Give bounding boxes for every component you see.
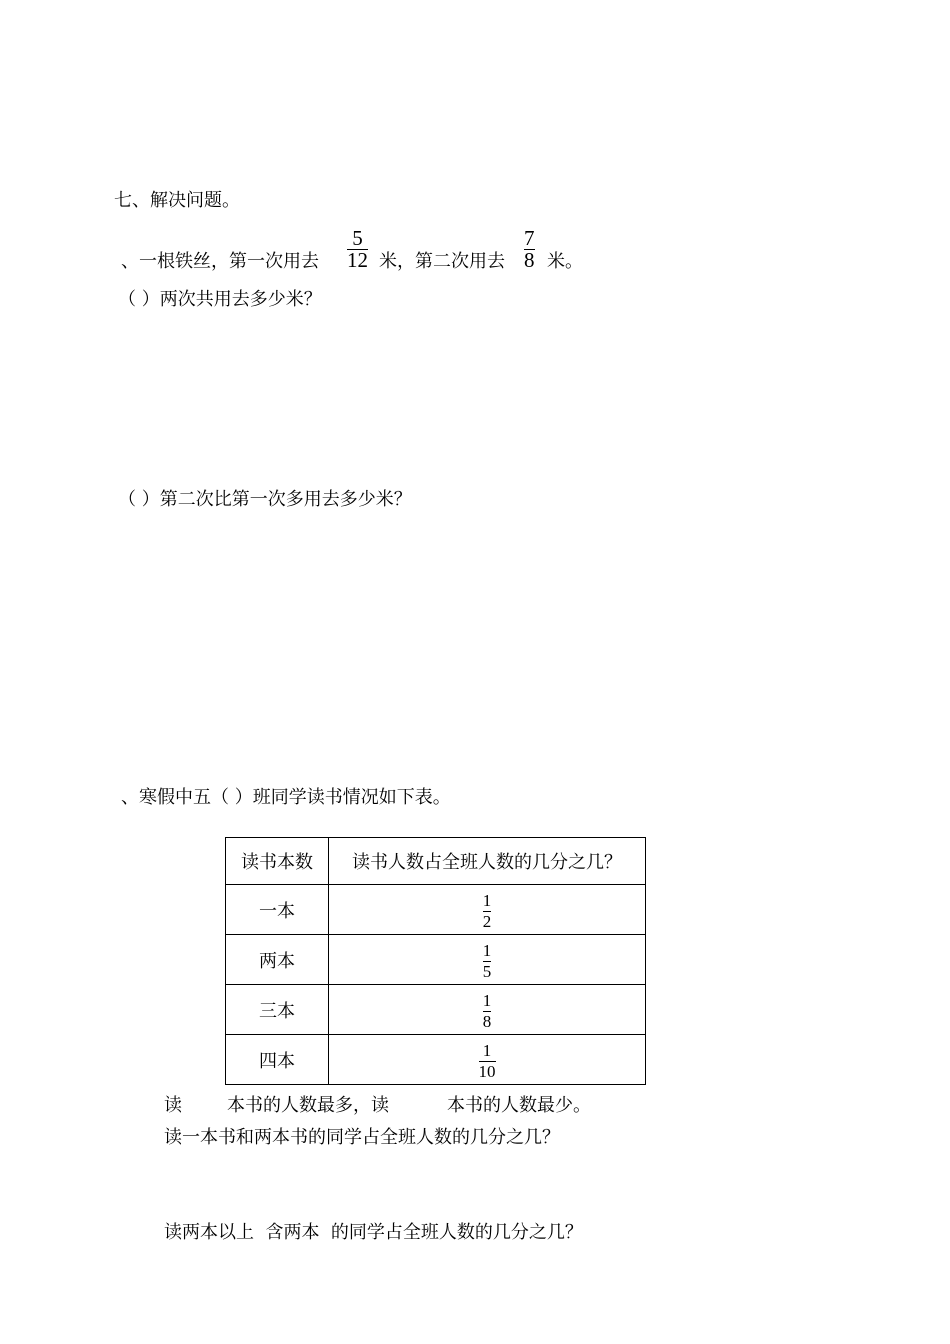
fraction-numerator: 1 — [482, 890, 492, 910]
table-row — [226, 1035, 646, 1085]
fraction — [483, 942, 492, 980]
books-cell: 一本 — [226, 885, 329, 935]
fraction-denominator: 8 — [524, 248, 535, 272]
line1-c: 本书的人数最少。 — [447, 1095, 591, 1116]
line3: 读两本以上 含两本 的同学占全班人数的几分之几？ — [164, 1222, 583, 1243]
header-fraction: 读书人数占全班人数的几分之几？ — [329, 838, 646, 885]
line1-b: 本书的人数最多，读 — [227, 1095, 389, 1116]
table-row — [226, 935, 646, 985]
q1-sub2: （ ）第二次比第一次多用去多少米？ — [118, 489, 412, 510]
fraction-cell — [329, 1035, 646, 1085]
fraction-5-12 — [347, 228, 368, 271]
fraction — [483, 992, 492, 1030]
q2-intro: 、寒假中五（ ）班同学读书情况如下表。 — [121, 787, 451, 808]
fraction-denominator: 5 — [482, 961, 492, 981]
fraction-denominator: 10 — [478, 1061, 496, 1081]
q1-intro-a: 、一根铁丝，第一次用去 — [121, 251, 319, 272]
line1-a: 读 — [164, 1095, 182, 1116]
reading-table — [225, 837, 646, 1085]
q1-intro-c: 米。 — [547, 251, 583, 272]
fraction-numerator: 5 — [352, 226, 363, 250]
fraction — [483, 892, 492, 930]
q1-intro-b: 米，第二次用去 — [379, 251, 505, 272]
fraction-cell — [329, 935, 646, 985]
fraction-numerator: 1 — [482, 940, 492, 960]
fraction-numerator: 1 — [482, 1040, 492, 1060]
books-cell: 两本 — [226, 935, 329, 985]
fraction-denominator: 2 — [482, 911, 492, 931]
fraction-numerator: 1 — [482, 990, 492, 1010]
line2: 读一本书和两本书的同学占全班人数的几分之几？ — [164, 1127, 560, 1148]
fraction-denominator: 8 — [482, 1011, 492, 1031]
table-row — [226, 885, 646, 935]
books-cell: 三本 — [226, 985, 329, 1035]
q1-sub1: （ ）两次共用去多少米？ — [118, 289, 322, 310]
fraction-numerator: 7 — [524, 226, 535, 250]
section-title: 七、解决问题。 — [114, 190, 240, 211]
fraction — [479, 1042, 496, 1080]
table-row — [226, 985, 646, 1035]
fraction-denominator: 12 — [347, 248, 368, 272]
table-header-row — [226, 838, 646, 885]
fraction-cell — [329, 885, 646, 935]
fraction-7-8 — [524, 228, 535, 271]
fraction-cell — [329, 985, 646, 1035]
books-cell: 四本 — [226, 1035, 329, 1085]
header-books: 读书本数 — [226, 838, 329, 885]
